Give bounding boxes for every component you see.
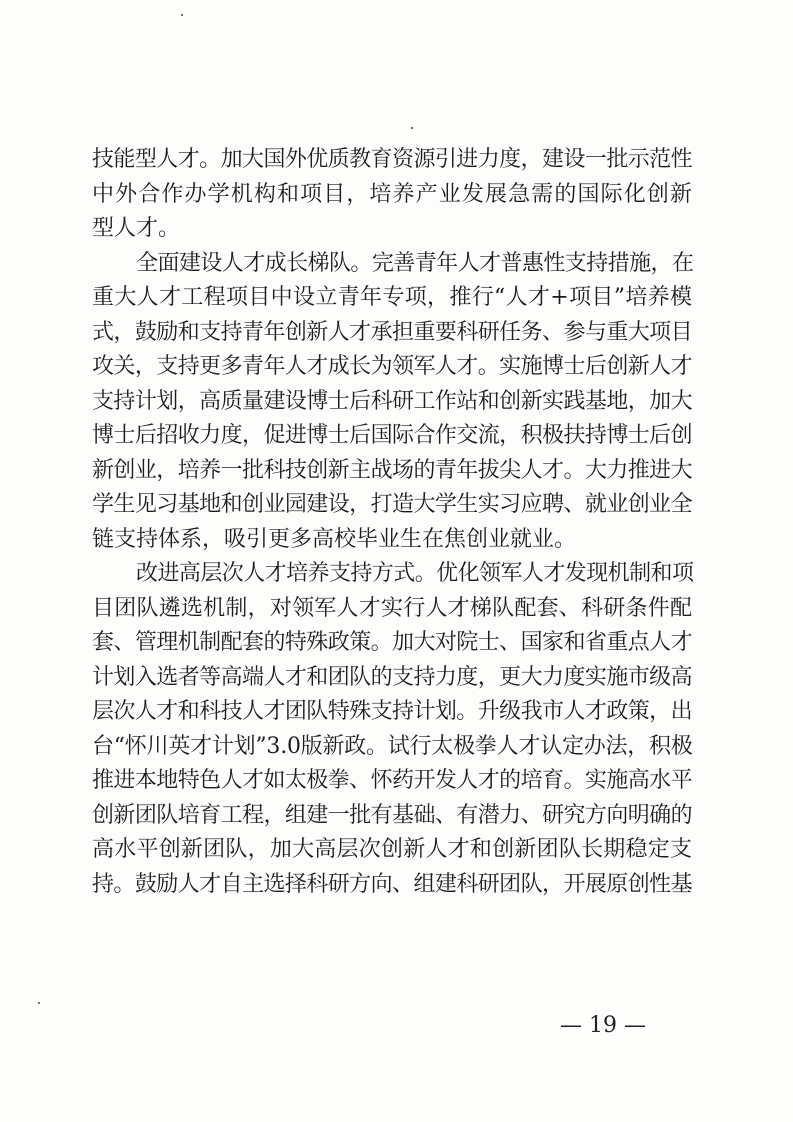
text-line: 持。鼓励人才自主选择科研方向、组建科研团队，开展原创性基 <box>92 871 693 897</box>
text-line: 新创业，培养一批科技创新主战场的青年拔尖人才。大力推进大 <box>92 457 693 483</box>
scan-speck <box>38 1002 40 1004</box>
text-line: 技能型人才。加大国外优质教育资源引进力度，建设一批示范性 <box>92 147 693 172</box>
text-line: 推进本地特色人才如太极拳、怀药开发人才的培育。实施高水平 <box>92 768 693 793</box>
text-line: 层次人才和科技人才团队特殊支持计划。升级我市人才政策，出 <box>92 699 693 724</box>
text-line: 博士后招收力度，促进博士后国际合作交流，积极扶持博士后创 <box>92 423 693 448</box>
text-line: 计划入选者等高端人才和团队的支持力度，更大力度实施市级高 <box>92 664 693 690</box>
text-line: 式，鼓励和支持青年创新人才承担重要科研任务、参与重大项目 <box>92 319 693 345</box>
text-line: 全面建设人才成长梯队。完善青年人才普惠性支持措施，在 <box>136 250 692 276</box>
scan-speck <box>181 14 183 16</box>
body-text <box>92 143 692 902</box>
text-line: 目团队遴选机制，对领军人才实行人才梯队配套、科研条件配 <box>92 595 692 621</box>
text-line: 中外合作办学机构和项目，培养产业发展急需的国际化创新 <box>92 181 692 207</box>
text-line: 套、管理机制配套的特殊政策。加大对院士、国家和省重点人才 <box>92 630 693 655</box>
text-line: 改进高层次人才培养支持方式。优化领军人才发现机制和项 <box>136 561 692 586</box>
text-line: 高水平创新团队，加大高层次创新人才和创新团队长期稳定支 <box>92 837 692 862</box>
text-line: 重大人才工程项目中设立青年专项，推行“人才+项目”培养模 <box>92 285 692 310</box>
text-line: 链支持体系，吸引更多高校毕业生在焦创业就业。 <box>92 526 577 552</box>
text-line: 攻关，支持更多青年人才成长为领军人才。实施博士后创新人才 <box>92 354 693 379</box>
text-line: 支持计划，高质量建设博士后科研工作站和创新实践基地，加大 <box>92 388 693 414</box>
page-number: — 19 — <box>560 1013 646 1038</box>
text-line: 台“怀川英才计划”3.0版新政。试行太极拳人才认定办法，积极 <box>92 733 693 759</box>
text-line: 创新团队培育工程，组建一批有基础、有潜力、研究方向明确的 <box>92 802 693 828</box>
scan-speck <box>411 127 413 129</box>
text-line: 型人才。 <box>92 216 181 241</box>
text-line: 学生见习基地和创业园建设，打造大学生实习应聘、就业创业全 <box>92 492 693 517</box>
